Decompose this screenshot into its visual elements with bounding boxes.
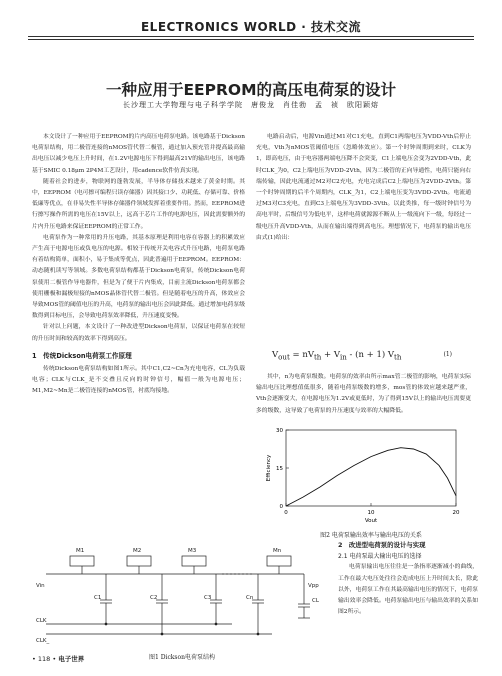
eq-term: = nV [289, 350, 314, 360]
transistor-mn [267, 556, 291, 574]
label-m1: M1 [76, 548, 85, 554]
label-c3: C3 [204, 595, 212, 601]
label-cn: Cn [246, 595, 254, 601]
eq-term: + V [321, 350, 341, 360]
eq-term: V [272, 350, 279, 360]
figure-1-caption: 图1 Dickson电荷泵结构 [148, 654, 215, 661]
y-axis-label: Efficiency [266, 454, 272, 482]
paragraph: 随着社会的进步，物联网的蓬勃发展，半导体存储技术越来了黄金时期。其中，EEPROM（电可擦可编程只读存储器）因其接口少、功耗低、存储可靠、价格低廉等优点，在非易失性半导体存储器件领域发挥着重要作用。然而，EEPROM进行擦写操作所需的电压在15V以上，远高于芯片工作的电源电压，因此需要额外的片内升压电路来保证EEPROM的正常工作。 [32, 178, 245, 230]
x-tick-label: 20 [452, 510, 460, 516]
label-clk: CLK [36, 618, 47, 624]
label-c2: C2 [150, 595, 158, 601]
equation-1 [272, 350, 462, 362]
paragraph: 针对以上问题，本文设计了一种改进型Dickson电荷泵，以保证电荷泵在较短的升压时间和较高的效率下得到高压。 [32, 324, 245, 342]
journal-name: 电子世界 [58, 655, 85, 663]
paragraph: 传统Dickson电荷泵结构如图1所示。其中C1,C2~Cn为充电电容，CL为负载电容；CLK与CLK_是不交叠且反向的时钟信号，幅值一般为电源电压；M1,M2~Mn是二极管连接的nMOS管，衬底均接地。 [32, 366, 245, 395]
capacitor-cn [252, 574, 264, 634]
transistor-m3 [182, 556, 206, 574]
label-vin: Vin [36, 583, 45, 589]
plot-frame [286, 430, 456, 506]
right-column [256, 132, 471, 244]
capacitor-c3 [210, 574, 222, 624]
eq-sub: out [278, 352, 290, 362]
eq-term: - (n + 1) V [346, 350, 395, 360]
label-mn: Mn [273, 548, 282, 554]
paragraph: 电荷泵输出电压往往是一条指率逐渐减小的曲线，工作在最大电压处往往会造成电压上升时间太长，除此以外，电荷泵工作在其最高输出电压的情况下，电荷泵输出效率会降低。电荷泵输出电压与输出效率的关系如图2所示。 [338, 564, 478, 616]
x-tick-label: 0 [284, 510, 288, 516]
journal-header: ELECTRONICS WORLD · 技术交流 [140, 20, 362, 34]
efficiency-series-line [286, 448, 456, 506]
dickson-schematic [32, 542, 332, 652]
label-m2: M2 [133, 548, 142, 554]
transistor-m2 [127, 556, 151, 574]
header-rule [28, 36, 474, 37]
label-cl: CL [312, 598, 319, 604]
capacitor-cl [298, 574, 310, 618]
efficiency-chart [256, 422, 486, 522]
paragraph: 本文设计了一种应用于EEPROM的片内高压电荷泵电路。该电路基于Dickson电荷泵结构，用二极管连接的nMOS管代替二极管，通过加入预充管并提高最高输出电压以减少电压上升时间，在1.2V电源电压下得到最高21V的输出电压，该电路基于SMIC 0.18μm 2P4M工艺设计，用cadence软件仿真实现。 [32, 134, 245, 174]
y-tick-label: 30 [276, 428, 283, 434]
header-rule-thin [28, 39, 474, 40]
y-tick-label: 0 [279, 504, 283, 510]
equation-number: (1) [443, 351, 452, 358]
label-c1: C1 [94, 595, 102, 601]
figure-2-caption: 图2 电荷泵输出效率与输出电压的关系 [320, 532, 422, 539]
article-title: 一种应用于EEPROM的高压电荷泵的设计 [105, 81, 397, 99]
section-2 [338, 540, 478, 618]
x-axis-label: Vout [364, 518, 378, 524]
right-column-lower [256, 372, 471, 417]
y-tick-label: 15 [276, 466, 283, 472]
label-vpp: Vpp [308, 583, 319, 589]
page-footer [32, 654, 84, 663]
transistor-m1 [70, 556, 94, 574]
x-tick-label: 10 [367, 510, 375, 516]
label-clkb: CLK_ [36, 638, 50, 644]
eq-sub: in [340, 352, 347, 362]
paragraph: 电荷泵作为一种常用的升压电路，其基本原理是利用电容在容器上的积累效应产生高于电源电压或负电压的电源。相较于传统开关电容式升压电路，电荷泵电路有着结构简单，面积小，易于集成等优点，因此普遍用于EEPROM。EEPROM：动态随机读写等领域。多数电荷泵结构都基于Dickson电荷泵，传统Dickson电荷泵使用二极管作导电器件，但是为了便于片内集成，目前主流Dickson电荷泵都会使用栅极和漏极短接的nMOS晶体管代替二极管。但是随着电压的升高，体效应会导致MOS管的阈值电压的升高，电荷泵的输出电压会因此降低。通过增加电荷泵级数得到目标电压，会导致电荷泵效率降低，升压速度变慢。 [32, 234, 245, 320]
eq-sub: th [313, 352, 322, 362]
subsection-heading: 2.1 电荷泵最大输出电压的选择 [338, 553, 422, 561]
capacitor-c2 [156, 574, 168, 634]
page-number: • 118 • [32, 655, 57, 663]
capacitor-c1 [100, 574, 112, 624]
paragraph: 其中，n为电荷泵级数。电荷泵的效率由所示max管二极管的影响，电荷泵实际输出电压比理想值低很多，随着电荷泵级数的增多，mos管的体效应越来越严重，Vth会逐渐变大，在电源电压为1.2V或更低时，为了得到15V以上的输出电压需要更多的级数，这导致了电荷泵的升压速度与效率的大幅降低。 [256, 374, 471, 414]
label-m3: M3 [188, 548, 197, 554]
paragraph: 电路启动后，电源Vin通过M1对C1充电，直到C1两端电压为VDD-Vth后停止充电，Vth为nMOS管阈值电压（忽略体效应）。第一个时钟周期到来时，CLK为1，即高电压，由于电容器两端电压降不会突变，C1上端电压会变为2VDD-Vth，此时CLK_为0，C2上端电压为VDD-2Vth，因为二极管的正向导通性，电荷只能向右端传输，因此电流通过M2对C2充电，充电完成后C2上端电压为2VDD-2Vth。第一个时钟周期的后半个周期内，CLK_为1，C2上端电压变为3VDD-2Vth。电流通过M3对C3充电，直到C3上端电压为3VDD-3Vth。以此类推，每一级时钟信号为高电平时，后级信号为低电平，这样电荷就源源不断从上一级流向下一级，每经过一级电压升高VDD-Vth，从而在输出端得到高电压。理想情况下，电荷泵的输出电压由式(1)给出： [256, 134, 471, 241]
left-column [32, 132, 245, 398]
section-heading: 1 传统Dickson电荷泵工作原理 [32, 351, 132, 360]
article-authors: 长沙理工大学物理与电子科学学院 唐俊龙 肖佳勃 孟 祯 欧阳颖熔 [123, 101, 379, 109]
section-2-heading: 2 改进型电荷泵的设计与实现 [338, 541, 426, 549]
eq-sub: th [394, 352, 402, 362]
